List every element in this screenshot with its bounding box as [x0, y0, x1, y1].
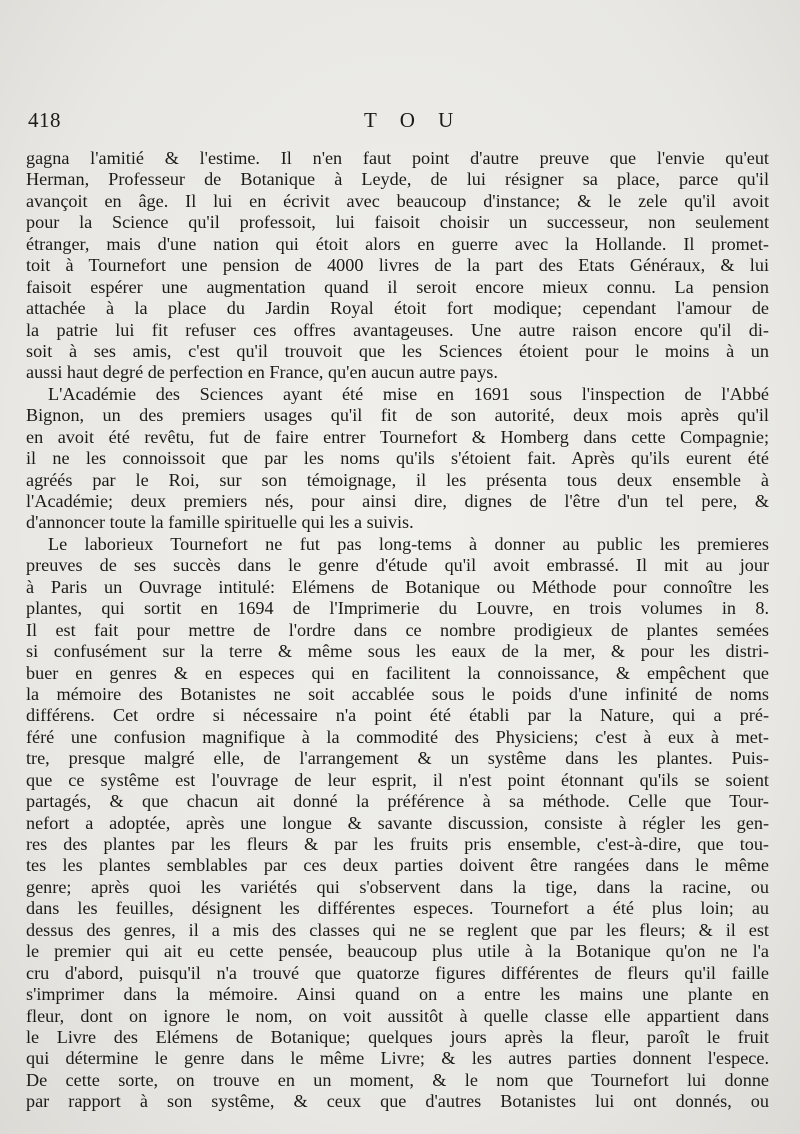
text-line: avançoit en âge. Il lui en écrivit avec beaucoup d'instance; & le zele qu'il avoit [26, 190, 769, 211]
text-line: il ne les connoissoit que par les noms qu'ils s'étoient fait. Après qu'ils eurent été [26, 448, 769, 469]
text-line: res des plantes par les fleurs & par les fruits pris ensemble, c'est-à-dire, que tou- [26, 834, 769, 854]
text-line: De cette sorte, on trouve en un moment, & le nom que Tournefort lui donne [26, 1069, 769, 1090]
text-line: L'Académie des Sciences ayant été mise en 1691 sous l'inspection de l'Abbé [48, 383, 769, 404]
text-line: d'annoncer toute la famille spirituelle qui les a suivis. [26, 512, 414, 533]
text-line: dans les feuilles, désignent les différentes especes. Tournefort a été plus loin; au [26, 898, 769, 919]
text-line: Bignon, un des premiers usages qu'il fit de son autorité, deux mois après qu'il [26, 405, 769, 426]
text-line: la mémoire des Botanistes ne soit accablée sous le poids d'une infinité de noms [26, 683, 769, 704]
text-line: dessus des genres, il a mis des classes qui ne se reglent que par les fleurs; & il est [26, 919, 769, 940]
text-line: en avoit été revêtu, fut de faire entrer Tournefort & Homberg dans cette Compagnie; [26, 426, 769, 447]
text-line: par rapport à son systême, & ceux que d'autres Botanistes lui ont donnés, ou [26, 1091, 769, 1112]
text-line: plantes, qui sortit en 1694 de l'Imprimerie du Louvre, en trois volumes in 8. [26, 598, 769, 619]
text-line: buer en genres & en especes qui en facilitent la connoissance, & empêchent que [26, 662, 769, 683]
text-line: Herman, Professeur de Botanique à Leyde, de lui résigner sa place, parce qu'il [26, 169, 769, 190]
text-line: attachée à la place du Jardin Royal étoit fort modique; cependant l'amour de [26, 298, 769, 319]
text-line: le Livre des Elémens de Botanique; quelques jours après la fleur, paroît le fruit [26, 1026, 769, 1047]
page-header [28, 108, 768, 138]
running-head: T O U [364, 108, 463, 132]
text-line: pour la Science qu'il professoit, lui faisoit choisir un successeur, non seulement [26, 212, 769, 233]
text-line: genre; après quoi les variétés qui s'observent dans la tige, dans la racine, ou [26, 876, 769, 897]
text-line: tre, presque malgré elle, de l'arrangement & un systême dans les plantes. Puis- [26, 748, 769, 769]
text-line: toit à Tournefort une pension de 4000 livres de la part des Etats Généraux, & lui [26, 255, 769, 276]
text-line: agréés par le Roi, sur son témoignage, il les présenta tous deux ensemble à [26, 469, 769, 490]
text-line: faisoit espérer une augmentation quand il seroit encore mieux connu. La pension [26, 276, 769, 297]
text-line: aussi haut degré de perfection en France, qu'en aucun autre pays. [26, 362, 498, 383]
text-line: à Paris un Ouvrage intitulé: Elémens de Botanique ou Méthode pour connoître les [26, 576, 769, 597]
text-line: cru d'abord, puisqu'il n'a trouvé que quatorze figures différentes de fleurs qu'il faille [26, 962, 769, 983]
page-number: 418 [28, 108, 61, 132]
text-line: nefort a adoptée, après une longue & savante discussion, consiste à régler les gen- [26, 812, 769, 833]
text-line: qui détermine le genre dans le même Livre; & les autres parties donnent l'espece. [26, 1048, 769, 1069]
text-line: étranger, mais d'une nation qui étoit alors en guerre avec la Hollande. Il promet- [26, 233, 769, 254]
text-line: le premier qui ait eu cette pensée, beaucoup plus utile à la Botanique qu'on ne l'a [26, 941, 769, 962]
text-line: l'Académie; deux premiers nés, pour ainsi dire, dignes de l'être d'un tel pere, & [26, 491, 769, 511]
text-line: Le laborieux Tournefort ne fut pas long-tems à donner au public les premieres [48, 533, 769, 554]
text-line: fleur, dont on ignore le nom, on voit aussitôt à quelle classe elle appartient dans [26, 1005, 769, 1026]
text-line: Il est fait pour mettre de l'ordre dans ce nombre prodigieux de plantes semées [26, 619, 769, 640]
text-line: preuves de ses succès dans le genre d'étude qu'il avoit embrassé. Il mit au jour [26, 555, 769, 576]
text-line: féré une confusion magnifique à la commodité des Physiciens; c'est à eux à met- [26, 726, 769, 747]
text-line: que ce systême est l'ouvrage de leur esprit, il n'est point étonnant qu'ils se soient [26, 769, 769, 790]
text-line: soit à ses amis, c'est qu'il trouvoit que les Sciences étoient pour le moins à un [26, 340, 769, 361]
text-line: si confusément sur la terre & même sous les eaux de la mer, & pour les distri- [26, 641, 769, 662]
text-line: tes les plantes semblables par ces deux parties doivent être rangées dans le même [26, 855, 769, 876]
text-line: la patrie lui fit refuser ces offres avantageuses. Une autre raison encore qu'il di- [26, 319, 769, 340]
text-line: s'imprimer dans la mémoire. Ainsi quand on a entre les mains une plante en [26, 984, 769, 1005]
body-text [26, 148, 769, 1113]
text-line: gagna l'amitié & l'estime. Il n'en faut point d'autre preuve que l'envie qu'eut [26, 148, 769, 168]
text-line: partagés, & que chacun ait donné la préférence à sa méthode. Celle que Tour- [26, 791, 769, 812]
text-line: différens. Cet ordre si nécessaire n'a point été établi par la Nature, qui a pré- [26, 705, 769, 726]
